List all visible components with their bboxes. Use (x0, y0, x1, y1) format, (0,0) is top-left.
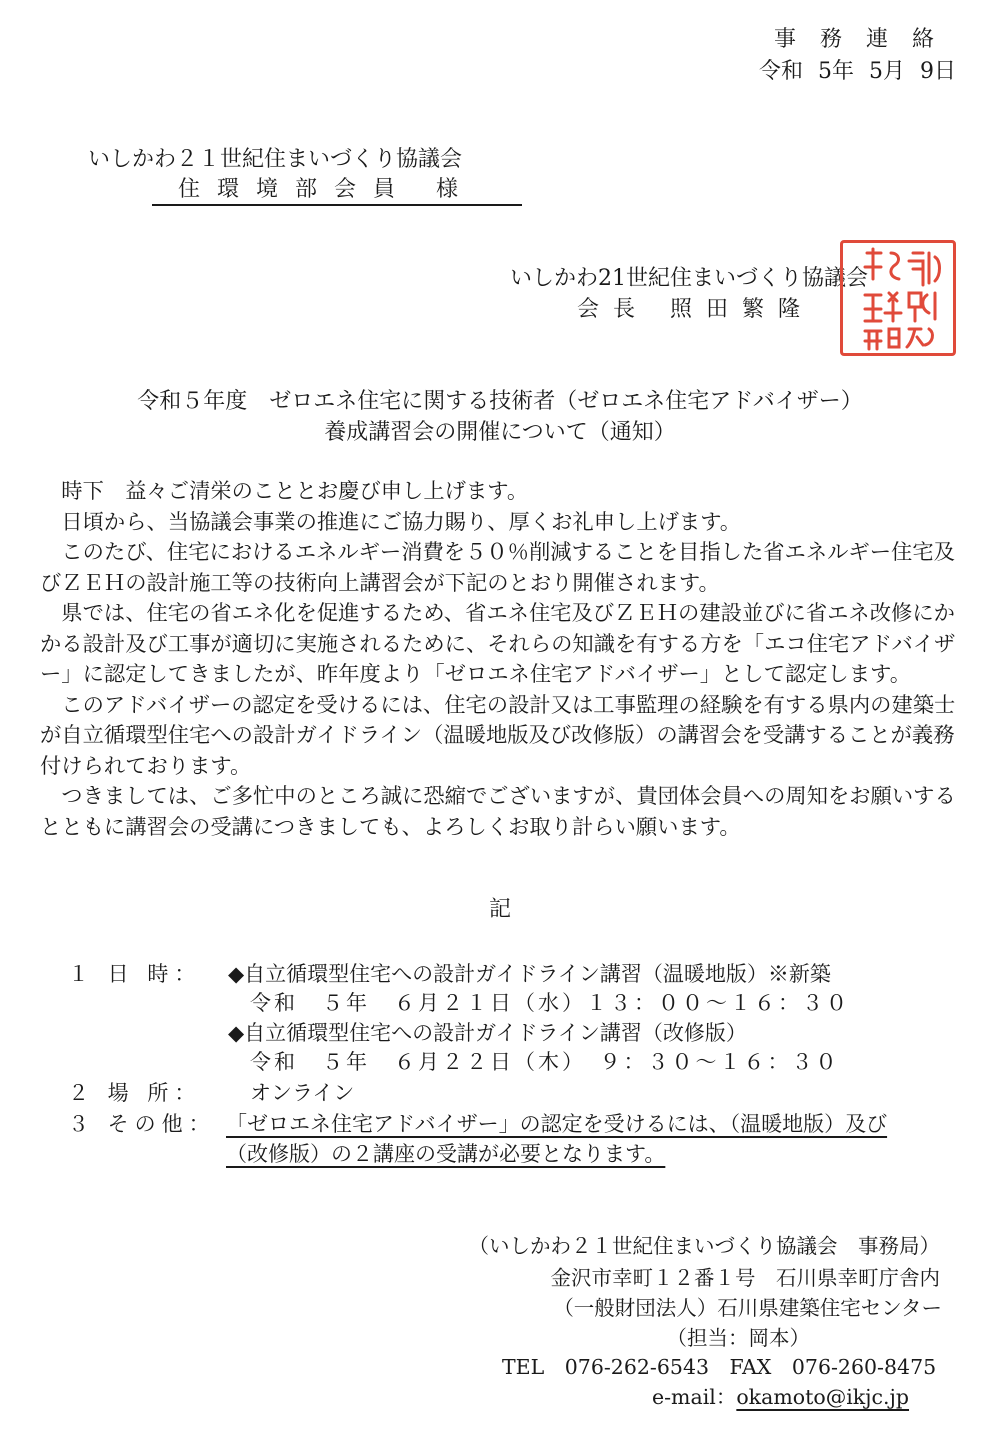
datetime-label: １ 日 時： (68, 962, 202, 986)
footer-address: 金沢市幸町１２番１号 石川県幸町庁舎内 (550, 1266, 940, 1290)
ki-heading: 記 (488, 897, 511, 922)
sender-title-name: 会長 照田繁隆 (577, 297, 814, 322)
course2-time: 令和 ５年 ６月２２日（木） ９：３０～１６：３０ (250, 1050, 840, 1074)
body-paragraph: このたび、住宅におけるエネルギー消費を５０％削減することを目指した省エネルギー住宅及びＺＥＨの設計施工等の技術向上講習会が下記のとおり開催されます。 (40, 540, 955, 596)
footer-contact-person: （担当：岡本） (666, 1326, 810, 1350)
document-date: 令和 5年 5月 9日 (759, 59, 956, 84)
body-paragraph: つきましては、ご多忙中のところ誠に恐縮でございますが、貴団体会員への周知をお願いするとともに講習会の受講につきましても、よろしくお取り計らい願います。 (40, 784, 956, 840)
sender-organization: いしかわ21世紀住まいづくり協議会 (510, 266, 868, 291)
official-seal-icon (840, 240, 956, 356)
course2-title: ◆自立循環型住宅への設計ガイドライン講習（改修版） (228, 1021, 747, 1045)
notice-body (40, 477, 970, 843)
email-link[interactable]: okamoto@ikjc.jp (736, 1385, 910, 1409)
course1-time: 令和 ５年 ６月２１日（水）１３：００～１６：３０ (250, 991, 850, 1015)
other-note-line1: 「ゼロエネ住宅アドバイザー」の認定を受けるには、（温暖地版）及び (226, 1112, 888, 1136)
other-note-line2: （改修版）の２講座の受講が必要となります。 (226, 1142, 666, 1166)
body-paragraph: このアドバイザーの認定を受けるには、住宅の設計又は工事監理の経験を有する県内の建築士が自立循環型住宅への設計ガイドライン（温暖地版及び改修版）の講習会を受講することが義務付けられております。 (40, 692, 956, 779)
body-paragraph: 日頃から、当協議会事業の推進にご協力賜り、厚くお礼申し上げます。 (61, 509, 742, 535)
email-label: e-mail： (652, 1385, 737, 1409)
other-label: ３ その他： (68, 1112, 216, 1136)
footer-tel-fax: TEL 076-262-6543 FAX 076-260-8475 (502, 1355, 937, 1379)
body-paragraph: 時下 益々ご清栄のこととお慶び申し上げます。 (61, 479, 529, 504)
notice-title-line2: 養成講習会の開催について（通知） (324, 420, 676, 445)
notice-title-line1: 令和５年度 ゼロエネ住宅に関する技術者（ゼロエネ住宅アドバイザー） (137, 389, 863, 414)
body-paragraph: 県では、住宅の省エネ化を促進するため、省エネ住宅及びＺＥＨの建設並びに省エネ改修にかかる設計及び工事が適切に実施されるために、それらの知識を有する方を「エコ住宅アドバイザー」に認定してきましたが、昨年度より「ゼロエネ住宅アドバイザー」として認定します。 (40, 601, 956, 687)
addressee-department: 住環境部会員 様 (178, 177, 475, 202)
footer-center: （一般財団法人）石川県建築住宅センター (553, 1296, 942, 1320)
place-value: オンライン (250, 1081, 355, 1105)
course1-title: ◆自立循環型住宅への設計ガイドライン講習（温暖地版）※新築 (228, 962, 831, 986)
footer-office: （いしかわ２１世紀住まいづくり協議会 事務局） (468, 1234, 940, 1258)
addressee-underline (152, 204, 522, 206)
place-label: ２ 場 所： (68, 1081, 202, 1105)
addressee-organization: いしかわ２１世紀住まいづくり協議会 (88, 147, 463, 172)
document-type: 事務連絡 (773, 27, 958, 52)
footer-email (652, 1380, 940, 1410)
